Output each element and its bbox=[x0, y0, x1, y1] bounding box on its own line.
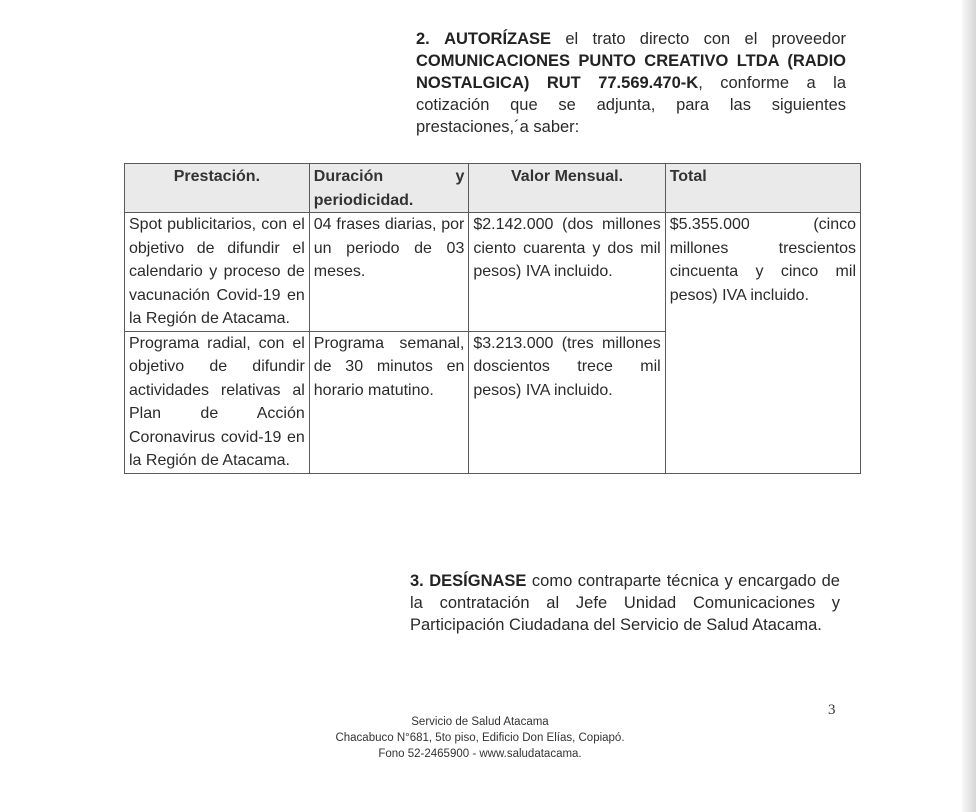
section-2-verb: AUTORÍZASE bbox=[444, 30, 552, 48]
footer-line-3: Fono 52-2465900 - www.saludatacama. bbox=[378, 748, 582, 760]
cell-prestacion: Programa radial, con el objetivo de difundir actividades relativas al Plan de Acción Coronavirus covid-19 en la Región de Atacama. bbox=[125, 331, 310, 473]
section-3-text: como contraparte técnica y encargado de la contratación al Jefe Unidad Comunicaciones y Participación Ciudadana del Servicio de Salud Atacama. bbox=[410, 572, 840, 634]
cell-prestacion: Spot publicitarios, con el objetivo de difundir el calendario y proceso de vacunación Covid-19 en la Región de Atacama. bbox=[125, 213, 310, 332]
cell-valor: $3.213.000 (tres millones doscientos trece mil pesos) IVA incluido. bbox=[469, 331, 665, 473]
section-2-number: 2. bbox=[416, 30, 430, 48]
footer bbox=[330, 714, 630, 762]
header-total: Total bbox=[665, 164, 860, 213]
table-header-row bbox=[125, 164, 861, 213]
provider-name: COMUNICACIONES PUNTO CREATIVO LTDA (RADIO NOSTALGICA) RUT 77.569.470-K bbox=[416, 52, 846, 92]
page-number: 3 bbox=[828, 702, 836, 718]
section-2-text-b: , conforme a la cotización que se adjunta, para las siguientes prestaciones,´a saber: bbox=[416, 74, 847, 136]
page-edge-shadow bbox=[962, 0, 976, 812]
prestaciones-table bbox=[124, 163, 861, 474]
section-2-paragraph bbox=[130, 28, 846, 138]
footer-line-1: Servicio de Salud Atacama bbox=[411, 716, 549, 728]
section-3-number: 3. bbox=[410, 572, 424, 590]
section-2-text-a: el trato directo con el proveedor bbox=[565, 30, 846, 48]
header-duracion: Duración y periodicidad. bbox=[309, 164, 469, 213]
section-3-paragraph bbox=[124, 570, 840, 636]
cell-duracion: 04 frases diarias, por un periodo de 03 meses. bbox=[309, 213, 469, 332]
footer-line-2: Chacabuco N°681, 5to piso, Edificio Don Elías, Copiapó. bbox=[335, 732, 625, 744]
header-prestacion: Prestación. bbox=[125, 164, 310, 213]
cell-total: $5.355.000 (cinco millones trescientos cincuenta y cinco mil pesos) IVA incluido. bbox=[665, 213, 860, 474]
section-3-verb: DESÍGNASE bbox=[429, 572, 527, 590]
header-valor-mensual: Valor Mensual. bbox=[469, 164, 665, 213]
table-row bbox=[125, 213, 861, 332]
cell-duracion: Programa semanal, de 30 minutos en horario matutino. bbox=[309, 331, 469, 473]
cell-valor: $2.142.000 (dos millones ciento cuarenta y dos mil pesos) IVA incluido. bbox=[469, 213, 665, 332]
